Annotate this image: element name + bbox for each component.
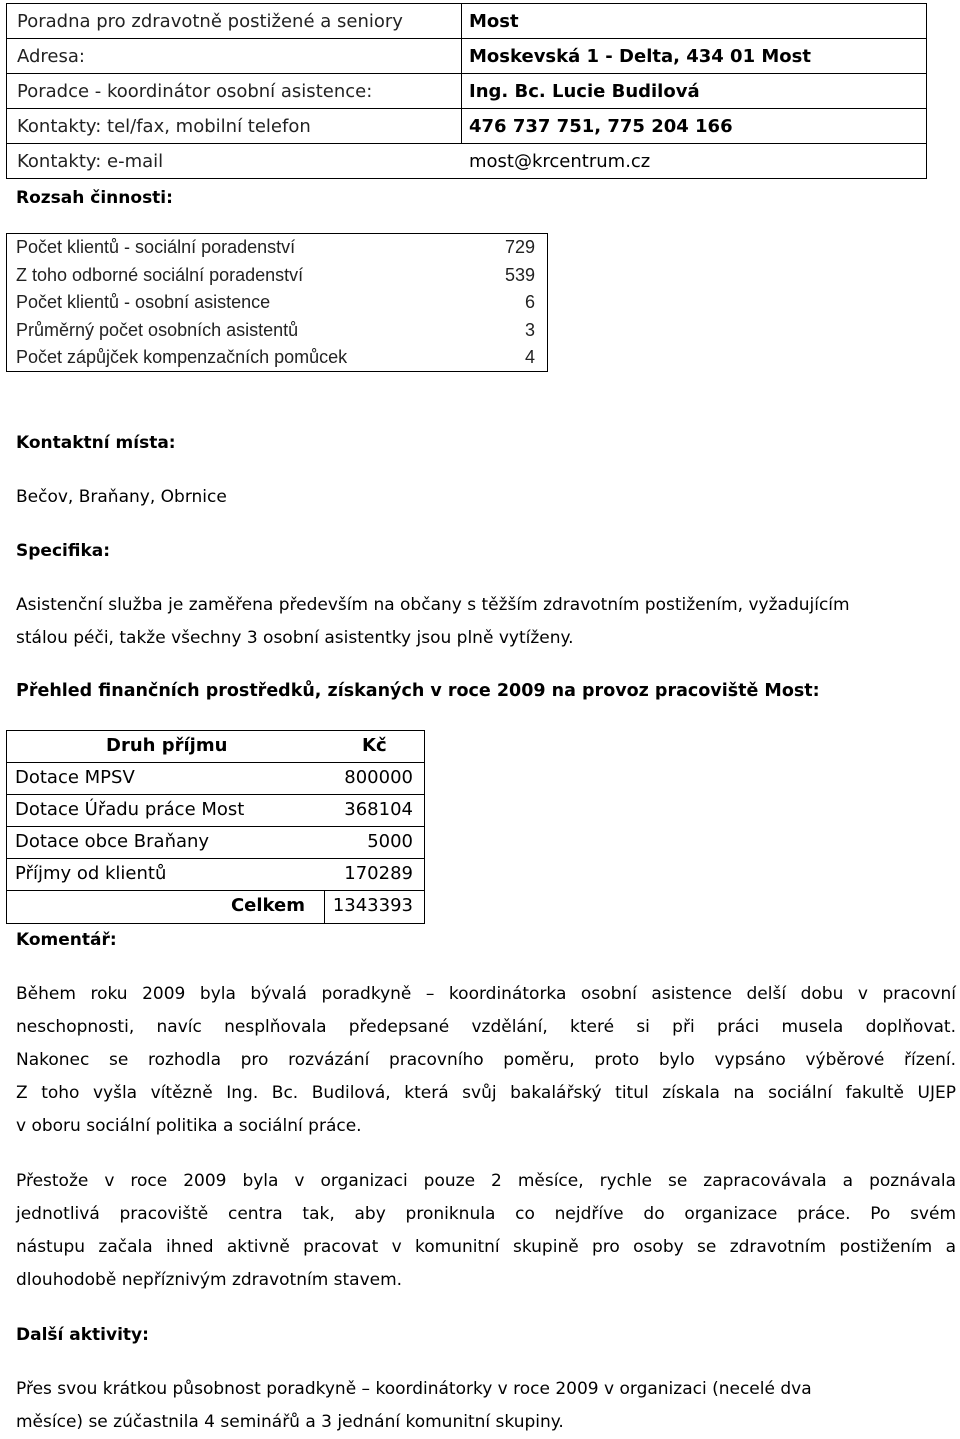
stats-row xyxy=(7,344,547,372)
income-header-row xyxy=(6,730,425,762)
text-line: neschopnosti, navíc nesplňovala předepsané vzdělání, které si při práci musela doplňovat. xyxy=(16,1017,956,1037)
stats-value: 6 xyxy=(524,292,535,312)
info-value: Moskevská 1 - Delta, 434 01 Most xyxy=(469,46,811,67)
income-label: Příjmy od klientů xyxy=(15,863,167,884)
income-row xyxy=(6,826,425,858)
info-label: Adresa: xyxy=(17,46,85,67)
income-row xyxy=(6,794,425,826)
info-label: Kontakty: e-mail xyxy=(17,151,164,172)
info-row-coordinator xyxy=(7,74,926,109)
text-line: stálou péči, takže všechny 3 osobní asistentky jsou plně vytíženy. xyxy=(16,628,574,648)
income-value: 170289 xyxy=(344,863,413,884)
income-label: Dotace MPSV xyxy=(15,767,135,788)
contact-places-heading: Kontaktní místa: xyxy=(16,433,176,453)
income-header-amount: Kč xyxy=(362,735,387,756)
text-line: Přestože v roce 2009 byla v organizaci pouze 2 měsíce, rychle se zapracovávala a poznávala xyxy=(16,1171,956,1191)
stats-label: Počet klientů - osobní asistence xyxy=(16,292,271,312)
text-line: Asistenční služba je zaměřena především na občany s těžším zdravotním postižením, vyžadujícím xyxy=(16,595,850,615)
income-label: Dotace Úřadu práce Most xyxy=(15,799,245,820)
text-line: Z toho vyšla vítězně Ing. Bc. Budilová, která svůj bakalářský titul získala na sociální fakultě UJEP xyxy=(16,1083,956,1103)
other-activities-heading: Další aktivity: xyxy=(16,1325,149,1345)
income-row xyxy=(6,858,425,890)
stats-value: 3 xyxy=(524,319,535,340)
info-row-address xyxy=(7,39,926,74)
stats-row xyxy=(7,234,547,262)
income-header-type: Druh příjmu xyxy=(106,735,228,756)
income-value: 800000 xyxy=(344,767,413,788)
other-activities-text xyxy=(16,1373,812,1439)
stats-value: 4 xyxy=(524,347,535,367)
email-link[interactable]: most@krcentrum.cz xyxy=(469,151,651,172)
text-line: měsíce) se zúčastnila 4 seminářů a 3 jednání komunitní skupiny. xyxy=(16,1412,564,1432)
stats-row xyxy=(7,289,547,317)
info-value: 476 737 751, 775 204 166 xyxy=(469,116,733,137)
info-row-organization xyxy=(7,4,926,39)
stats-label: Počet klientů - sociální poradenství xyxy=(16,237,296,257)
grid-line xyxy=(6,923,425,924)
income-total-row xyxy=(6,890,425,922)
text-line: dlouhodobě nepříznivým zdravotním stavem. xyxy=(16,1270,403,1290)
specifics-heading: Specifika: xyxy=(16,541,111,561)
text-line: Nakonec se rozhodla pro rozvázání pracovního poměru, proto bylo vypsáno výběrové řízení. xyxy=(16,1050,956,1070)
info-label: Poradna pro zdravotně postižené a seniory xyxy=(17,11,403,32)
text-line: Přes svou krátkou působnost poradkyně – koordinátorky v roce 2009 v organizaci (necelé dva xyxy=(16,1379,812,1399)
stats-row xyxy=(7,262,547,290)
stats-label: Z toho odborné sociální poradenství xyxy=(16,264,304,285)
income-row xyxy=(6,762,425,794)
scope-heading: Rozsah činnosti: xyxy=(16,188,173,208)
contact-places-text: Bečov, Braňany, Obrnice xyxy=(16,487,227,507)
comment-paragraph-1 xyxy=(16,978,956,1143)
info-row-phone xyxy=(7,109,926,144)
info-label: Kontakty: tel/fax, mobilní telefon xyxy=(17,116,311,137)
info-value: Ing. Bc. Lucie Budilová xyxy=(469,81,700,102)
text-line: Během roku 2009 byla bývalá poradkyně – koordinátorka osobní asistence delší dobu v pracovní xyxy=(16,984,956,1004)
income-total-label: Celkem xyxy=(230,895,305,916)
income-table xyxy=(6,730,425,924)
info-row-email xyxy=(7,144,926,180)
specifics-text xyxy=(16,589,850,655)
stats-label: Počet zápůjček kompenzačních pomůcek xyxy=(16,347,348,367)
income-total-value: 1343393 xyxy=(332,895,413,916)
stats-value: 729 xyxy=(504,237,535,257)
stats-value: 539 xyxy=(504,264,535,285)
comment-heading: Komentář: xyxy=(16,930,117,950)
comment-paragraph-2 xyxy=(16,1165,956,1297)
text-line: v oboru sociální politika a sociální práce. xyxy=(16,1116,362,1136)
income-label: Dotace obce Braňany xyxy=(15,831,210,852)
info-label: Poradce - koordinátor osobní asistence: xyxy=(17,81,373,102)
text-line: nástupu začala ihned aktivně pracovat v komunitní skupině pro osoby se zdravotním postižením a xyxy=(16,1237,956,1257)
stats-label: Průměrný počet osobních asistentů xyxy=(16,319,299,340)
text-line: jednotlivá pracoviště centra tak, aby proniknula co nejdříve do organizace práce. Po svém xyxy=(16,1204,956,1224)
info-table xyxy=(6,3,927,179)
income-value: 5000 xyxy=(367,831,413,852)
finance-heading: Přehled finančních prostředků, získaných v roce 2009 na provoz pracoviště Most: xyxy=(16,681,820,701)
stats-row xyxy=(7,317,547,345)
stats-table xyxy=(6,233,548,372)
income-value: 368104 xyxy=(344,799,413,820)
info-value: Most xyxy=(469,11,519,32)
